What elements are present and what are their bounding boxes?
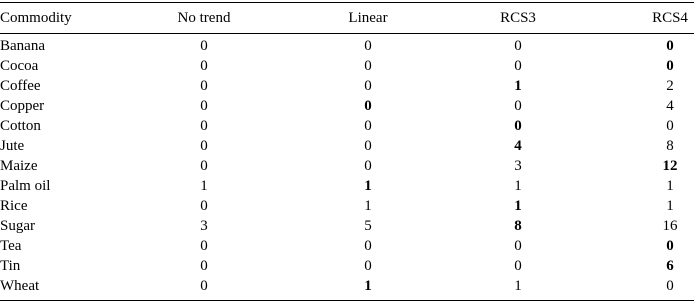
cell-rcs3: 0 bbox=[514, 258, 522, 274]
cell-no-trend: 3 bbox=[200, 218, 208, 234]
cell-no-trend: 0 bbox=[200, 118, 208, 134]
cell-rcs4: 0 bbox=[666, 118, 674, 134]
cell-linear: 5 bbox=[364, 218, 372, 234]
cell-commodity: Rice bbox=[0, 198, 28, 214]
cell-rcs4: 0 bbox=[666, 278, 674, 294]
cell-commodity: Wheat bbox=[0, 278, 40, 294]
cell-commodity: Palm oil bbox=[0, 178, 51, 194]
cell-no-trend: 1 bbox=[200, 178, 208, 194]
cell-rcs4: 12 bbox=[662, 158, 678, 174]
table-row bbox=[0, 276, 694, 296]
table-row bbox=[0, 176, 694, 196]
cell-no-trend: 0 bbox=[200, 78, 208, 94]
table-row bbox=[0, 56, 694, 76]
cell-commodity: Tea bbox=[0, 238, 22, 254]
cell-linear: 0 bbox=[364, 138, 372, 154]
cell-rcs4: 16 bbox=[662, 218, 678, 234]
cell-no-trend: 0 bbox=[200, 98, 208, 114]
table-row bbox=[0, 236, 694, 256]
cell-commodity: Banana bbox=[0, 38, 45, 54]
table-top-rule bbox=[0, 2, 694, 3]
header-rcs4: RCS4 bbox=[652, 10, 688, 26]
cell-linear: 0 bbox=[364, 238, 372, 254]
cell-rcs3: 0 bbox=[514, 98, 522, 114]
header-no-trend: No trend bbox=[177, 10, 231, 26]
table-row bbox=[0, 76, 694, 96]
cell-linear: 1 bbox=[364, 178, 372, 194]
cell-commodity: Coffee bbox=[0, 78, 41, 94]
cell-rcs3: 0 bbox=[514, 58, 522, 74]
cell-no-trend: 0 bbox=[200, 38, 208, 54]
cell-no-trend: 0 bbox=[200, 198, 208, 214]
cell-linear: 0 bbox=[364, 258, 372, 274]
cell-rcs4: 6 bbox=[666, 258, 674, 274]
cell-no-trend: 0 bbox=[200, 238, 208, 254]
cell-commodity: Jute bbox=[0, 138, 25, 154]
cell-commodity: Tin bbox=[0, 258, 21, 274]
cell-rcs3: 0 bbox=[514, 118, 522, 134]
cell-rcs4: 1 bbox=[666, 178, 674, 194]
cell-commodity: Cocoa bbox=[0, 58, 39, 74]
cell-rcs3: 1 bbox=[514, 178, 522, 194]
table-row bbox=[0, 156, 694, 176]
cell-no-trend: 0 bbox=[200, 58, 208, 74]
cell-linear: 0 bbox=[364, 58, 372, 74]
cell-linear: 1 bbox=[364, 278, 372, 294]
cell-rcs4: 0 bbox=[666, 38, 674, 54]
cell-linear: 0 bbox=[364, 118, 372, 134]
cell-rcs3: 1 bbox=[514, 198, 522, 214]
table-bottom-rule bbox=[0, 300, 694, 301]
header-rcs3: RCS3 bbox=[500, 10, 536, 26]
header-commodity: Commodity bbox=[0, 10, 72, 26]
cell-commodity: Sugar bbox=[0, 218, 35, 234]
cell-rcs4: 8 bbox=[666, 138, 674, 154]
cell-rcs3: 0 bbox=[514, 38, 522, 54]
cell-commodity: Copper bbox=[0, 98, 45, 114]
cell-commodity: Cotton bbox=[0, 118, 41, 134]
cell-rcs4: 1 bbox=[666, 198, 674, 214]
table-row bbox=[0, 36, 694, 56]
table-header-rule bbox=[0, 33, 694, 34]
table-row bbox=[0, 216, 694, 236]
table-header-row bbox=[0, 8, 694, 28]
cell-rcs3: 1 bbox=[514, 78, 522, 94]
cell-rcs3: 1 bbox=[514, 278, 522, 294]
cell-linear: 0 bbox=[364, 158, 372, 174]
cell-rcs4: 4 bbox=[666, 98, 674, 114]
cell-no-trend: 0 bbox=[200, 278, 208, 294]
cell-linear: 0 bbox=[364, 38, 372, 54]
cell-linear: 1 bbox=[364, 198, 372, 214]
cell-rcs4: 0 bbox=[666, 58, 674, 74]
table-row bbox=[0, 256, 694, 276]
cell-rcs4: 0 bbox=[666, 238, 674, 254]
table-row bbox=[0, 96, 694, 116]
cell-no-trend: 0 bbox=[200, 158, 208, 174]
table-row bbox=[0, 136, 694, 156]
cell-no-trend: 0 bbox=[200, 138, 208, 154]
cell-rcs3: 4 bbox=[514, 138, 522, 154]
cell-linear: 0 bbox=[364, 98, 372, 114]
cell-commodity: Maize bbox=[0, 158, 38, 174]
header-linear: Linear bbox=[348, 10, 388, 26]
cell-no-trend: 0 bbox=[200, 258, 208, 274]
cell-rcs3: 8 bbox=[514, 218, 522, 234]
table-row bbox=[0, 116, 694, 136]
cell-rcs3: 0 bbox=[514, 238, 522, 254]
cell-rcs4: 2 bbox=[666, 78, 674, 94]
cell-rcs3: 3 bbox=[514, 158, 522, 174]
table-row bbox=[0, 196, 694, 216]
cell-linear: 0 bbox=[364, 78, 372, 94]
